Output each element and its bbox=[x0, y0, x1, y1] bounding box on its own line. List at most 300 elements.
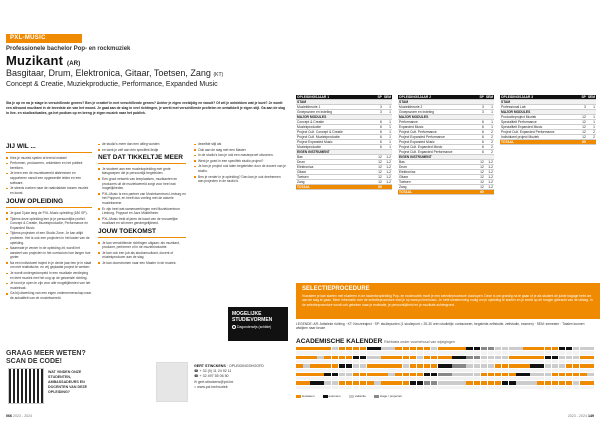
calendar-cell bbox=[381, 364, 388, 367]
list-item: Je toont je open te zijn voor alle mogelijkheden van het muziekvak. bbox=[6, 281, 92, 290]
calendar-cell bbox=[452, 386, 459, 389]
calendar-cell bbox=[317, 381, 324, 384]
calendar-cell bbox=[346, 347, 353, 350]
course-sem: 2 bbox=[485, 150, 494, 155]
calendar-cell bbox=[488, 347, 495, 350]
calendar-cell bbox=[488, 381, 495, 384]
section-name: STAM bbox=[500, 100, 596, 105]
calendar-cell bbox=[452, 377, 459, 380]
calendar-cell bbox=[403, 360, 410, 363]
list-item: Je kan je project ook laten begeleiden door de docent van je studio. bbox=[194, 164, 286, 173]
column-3-list bbox=[194, 142, 286, 184]
legend-label: vakantie bbox=[354, 394, 366, 398]
calendar-cell bbox=[431, 356, 438, 359]
col-header-sp: SP bbox=[476, 95, 485, 100]
list-item: Performen, produceren, ontdekken en het publiek bereiken. bbox=[6, 161, 92, 170]
curriculum-table-year-2 bbox=[398, 95, 494, 195]
section-name: STAM bbox=[296, 100, 392, 105]
calendar-cell bbox=[332, 386, 339, 389]
calendar-cell bbox=[424, 364, 431, 367]
calendar-cell bbox=[367, 360, 374, 363]
calendar-cell bbox=[573, 356, 580, 359]
calendar-cell bbox=[545, 360, 552, 363]
calendar-cell bbox=[566, 377, 573, 380]
calendar-cell bbox=[296, 386, 303, 389]
calendar-cell bbox=[346, 377, 353, 380]
calendar-cell bbox=[296, 369, 303, 372]
calendar-cell bbox=[459, 360, 466, 363]
calendar-cell bbox=[388, 386, 395, 389]
calendar-cell bbox=[431, 369, 438, 372]
calendar-cell bbox=[509, 377, 516, 380]
course-name: Elektronica bbox=[296, 165, 374, 170]
calendar-cell bbox=[403, 347, 410, 350]
calendar-cell bbox=[410, 381, 417, 384]
calendar-cell bbox=[523, 356, 530, 359]
list-item: Na een individueel traject in je derde jaar ben je in staat om met realistische, en vrij geplaatst project te werken. bbox=[6, 261, 92, 270]
calendar-cell bbox=[395, 369, 402, 372]
total-label: TOTAAL bbox=[398, 190, 476, 195]
calendar-cell bbox=[545, 356, 552, 359]
calendar-cell bbox=[537, 369, 544, 372]
calendar-cell bbox=[516, 356, 523, 359]
course-sp: 12 bbox=[374, 170, 383, 175]
calendar-cell bbox=[481, 369, 488, 372]
section-name: MAJOR MODULES bbox=[500, 110, 596, 115]
toekomst-list bbox=[98, 241, 186, 266]
calendar-cell bbox=[459, 356, 466, 359]
course-sem: 1 bbox=[383, 135, 392, 140]
calendar-cell bbox=[388, 373, 395, 376]
calendar-cell bbox=[530, 381, 537, 384]
course-sp: 3 bbox=[476, 110, 485, 115]
calendar-cell bbox=[403, 364, 410, 367]
calendar-cell bbox=[537, 360, 544, 363]
list-item: dezelfde stijl als bbox=[194, 142, 286, 147]
studievormen-box bbox=[228, 307, 288, 341]
calendar-cell bbox=[403, 356, 410, 359]
calendar-cell bbox=[587, 386, 594, 389]
calendar-cell bbox=[488, 356, 495, 359]
qr-caption: WAT VINDEN ONZE STUDENTEN, AMBASSADEURS EN DOCENTEN VAN DEZE OPLEIDING? bbox=[48, 370, 88, 394]
calendar-cell bbox=[417, 347, 424, 350]
calendar-cell bbox=[438, 360, 445, 363]
total-sp: 60 bbox=[578, 140, 587, 145]
calendar-cell bbox=[466, 386, 473, 389]
list-item: Kies je muziek spelen al lerend maken! bbox=[6, 156, 92, 161]
calendar-cell bbox=[353, 364, 360, 367]
instrument-list: Basgitaar, Drum, Elektronica, Gitaar, Toetsen, Zang bbox=[6, 68, 211, 78]
calendar-cell bbox=[317, 356, 324, 359]
calendar-cell bbox=[317, 373, 324, 376]
list-item: Naarmate je verder in de opleiding zit, wordt het aandeel van projecten in het curriculum hoe langer hoe groter. bbox=[6, 246, 92, 260]
course-name: Muziektheorie 2 bbox=[398, 105, 476, 110]
course-sem: 1 bbox=[485, 125, 494, 130]
calendar-cell bbox=[381, 347, 388, 350]
total-sp: 60 bbox=[476, 190, 485, 195]
list-item: PXL-Music is een partner van Muziekcentrum Limburg en het Poppunt, en heeft dus voeling met de actuele muziekscene. bbox=[98, 192, 186, 206]
calendar-cell bbox=[388, 369, 395, 372]
course-sp: 12 bbox=[374, 165, 383, 170]
calendar-cell bbox=[360, 351, 367, 354]
calendar-cell bbox=[488, 364, 495, 367]
calendar-cell bbox=[523, 351, 530, 354]
calendar-cell bbox=[530, 356, 537, 359]
course-sem: 1-2 bbox=[485, 170, 494, 175]
course-sp: 12 bbox=[374, 155, 383, 160]
course-name: Specialiteit Expanded Music bbox=[500, 125, 578, 130]
calendar-cell bbox=[395, 351, 402, 354]
course-sem: 1 bbox=[383, 120, 392, 125]
calendar-cell bbox=[310, 351, 317, 354]
profile-line: Concept & Creatie, Muziekproductie, Performance, Expanded Music bbox=[6, 81, 218, 88]
calendar-cell bbox=[516, 369, 523, 372]
calendar-cell bbox=[502, 377, 509, 380]
contact-role: OPLEIDINGSHOOFD bbox=[228, 364, 264, 368]
calendar-cell bbox=[545, 386, 552, 389]
calendar-cell bbox=[431, 373, 438, 376]
calendar-cell bbox=[417, 356, 424, 359]
course-name: Specialiteit Performance bbox=[500, 120, 578, 125]
legend-label: lesweken bbox=[302, 394, 315, 398]
course-sem: 2 bbox=[485, 130, 494, 135]
calendar-cell bbox=[452, 356, 459, 359]
footer-right bbox=[568, 414, 594, 418]
web-text: www.pxl.be/muziek bbox=[197, 384, 228, 389]
calendar-cell bbox=[346, 360, 353, 363]
calendar-cell bbox=[587, 351, 594, 354]
program-subtitle: Professionele bachelor Pop- en rockmuziek bbox=[6, 46, 131, 52]
calendar-cell bbox=[474, 351, 481, 354]
calendar-cell bbox=[424, 369, 431, 372]
calendar-cell bbox=[388, 377, 395, 380]
calendar-cell bbox=[481, 377, 488, 380]
course-name: Toetsen bbox=[296, 175, 374, 180]
course-sp: 12 bbox=[578, 130, 587, 135]
calendar-cell bbox=[296, 356, 303, 359]
calendar-cell bbox=[502, 369, 509, 372]
calendar-cell bbox=[324, 373, 331, 376]
calendar-cell bbox=[559, 351, 566, 354]
contact-photo bbox=[156, 362, 188, 402]
calendar-cell bbox=[530, 360, 537, 363]
calendar-cell bbox=[523, 386, 530, 389]
year-right: 2023 - 2024 bbox=[567, 414, 587, 418]
calendar-cell bbox=[559, 356, 566, 359]
calendar-cell bbox=[424, 347, 431, 350]
calendar-legend bbox=[296, 394, 596, 398]
calendar-cell bbox=[559, 381, 566, 384]
calendar-cell bbox=[431, 347, 438, 350]
calendar-cell bbox=[310, 360, 317, 363]
calendar-cell bbox=[339, 356, 346, 359]
calendar-cell bbox=[303, 360, 310, 363]
list-item: Je studeert aan een muziekopleiding met grote klasgroepen die je persoonlijk begeleiden. bbox=[98, 167, 186, 176]
calendar-cell bbox=[530, 364, 537, 367]
calendar-cell bbox=[481, 373, 488, 376]
course-sp: 6 bbox=[476, 125, 485, 130]
course-name: Zang bbox=[296, 180, 374, 185]
calendar-cell bbox=[332, 377, 339, 380]
calendar-cell bbox=[445, 364, 452, 367]
calendar-cell bbox=[559, 386, 566, 389]
course-sp: 6 bbox=[374, 130, 383, 135]
course-sp: 6 bbox=[476, 140, 485, 145]
calendar-cell bbox=[481, 360, 488, 363]
calendar-cell bbox=[374, 351, 381, 354]
calendar-cell bbox=[324, 386, 331, 389]
calendar-cell bbox=[566, 373, 573, 376]
calendar-cell bbox=[502, 360, 509, 363]
contact-web[interactable]: ⌂ www.pxl.be/muziek bbox=[194, 384, 228, 389]
calendar-cell bbox=[303, 364, 310, 367]
calendar-cell bbox=[466, 369, 473, 372]
course-name: Project Cult. Concept & Creatie bbox=[296, 130, 374, 135]
contact-mobile[interactable]: ☎ + 32 497 55 06 50 bbox=[194, 374, 229, 379]
kalender-title: ACADEMISCHE KALENDER bbox=[296, 338, 383, 345]
calendar-cell bbox=[317, 347, 324, 350]
calendar-cell bbox=[552, 377, 559, 380]
calendar-cell bbox=[545, 373, 552, 376]
course-sp: 12 bbox=[476, 165, 485, 170]
calendar-cell bbox=[410, 364, 417, 367]
calendar-cell bbox=[516, 351, 523, 354]
course-name: Individueel project Muziek bbox=[500, 135, 578, 140]
calendar-cell bbox=[509, 364, 516, 367]
calendar-cell bbox=[445, 360, 452, 363]
course-sp: 3 bbox=[374, 105, 383, 110]
qr-code[interactable] bbox=[8, 368, 44, 404]
course-sem: 2 bbox=[587, 130, 596, 135]
calendar-cell bbox=[360, 377, 367, 380]
calendar-cell bbox=[573, 373, 580, 376]
calendar-cell bbox=[431, 364, 438, 367]
calendar-cell bbox=[353, 386, 360, 389]
total-sem bbox=[485, 190, 494, 195]
calendar-cell bbox=[466, 360, 473, 363]
course-sp: 12 bbox=[578, 135, 587, 140]
course-name: Project Cult. Expanded Performance bbox=[398, 150, 476, 155]
divider bbox=[6, 152, 92, 153]
calendar-cell bbox=[395, 347, 402, 350]
calendar-cell bbox=[587, 360, 594, 363]
calendar-cell bbox=[466, 381, 473, 384]
calendar-cell bbox=[452, 360, 459, 363]
course-name: Concept & Creatie bbox=[296, 120, 374, 125]
calendar-cell bbox=[346, 356, 353, 359]
calendar-cell bbox=[303, 377, 310, 380]
calendar-cell bbox=[459, 369, 466, 372]
course-name: Groepsvorm en indeling bbox=[296, 110, 374, 115]
calendar-cell bbox=[466, 347, 473, 350]
calendar-cell bbox=[474, 373, 481, 376]
calendar-cell bbox=[580, 369, 587, 372]
calendar-cell bbox=[481, 356, 488, 359]
calendar-cell bbox=[552, 347, 559, 350]
calendar-cell bbox=[495, 356, 502, 359]
calendar-cell bbox=[523, 364, 530, 367]
calendar-cell bbox=[395, 364, 402, 367]
page-number-right: 149 bbox=[588, 414, 594, 418]
calendar-cell bbox=[580, 360, 587, 363]
calendar-cell bbox=[424, 360, 431, 363]
contact-phone[interactable]: ☎ + 32 (0) 11 24 92 11 bbox=[194, 369, 232, 374]
section-name: EIGEN INSTRUMENT bbox=[398, 155, 494, 160]
academic-calendar bbox=[296, 347, 596, 391]
course-sp: 6 bbox=[476, 145, 485, 150]
calendar-cell bbox=[410, 360, 417, 363]
calendar-cell bbox=[388, 364, 395, 367]
table-total-row bbox=[296, 185, 392, 190]
year-left: 2023 - 2024 bbox=[13, 414, 33, 418]
calendar-cell bbox=[509, 356, 516, 359]
calendar-cell bbox=[417, 351, 424, 354]
calendar-cell bbox=[545, 381, 552, 384]
calendar-cell bbox=[388, 356, 395, 359]
course-sem: 1 bbox=[485, 110, 494, 115]
calendar-cell bbox=[516, 386, 523, 389]
calendar-cell bbox=[545, 377, 552, 380]
calendar-cell bbox=[445, 369, 452, 372]
calendar-cell bbox=[296, 381, 303, 384]
course-name: Bas bbox=[398, 160, 476, 165]
calendar-cell bbox=[537, 356, 544, 359]
calendar-legend-item bbox=[296, 394, 315, 398]
calendar-cell bbox=[310, 386, 317, 389]
calendar-cell bbox=[353, 356, 360, 359]
course-name: Elektronica bbox=[398, 170, 476, 175]
calendar-cell bbox=[495, 364, 502, 367]
course-name: Muziektheorie 1 bbox=[296, 105, 374, 110]
calendar-cell bbox=[537, 377, 544, 380]
legend-swatch bbox=[323, 395, 328, 398]
studio-line3 bbox=[232, 324, 284, 330]
calendar-cell bbox=[466, 351, 473, 354]
table-title: OPLEIDINGSJAAR 3 bbox=[500, 95, 578, 100]
calendar-cell bbox=[587, 377, 594, 380]
calendar-cell bbox=[310, 381, 317, 384]
section-name: MAJOR MODULES bbox=[296, 115, 392, 120]
course-name: Project Cult. Expanded Performance bbox=[500, 130, 578, 135]
calendar-cell bbox=[516, 347, 523, 350]
calendar-cell bbox=[296, 377, 303, 380]
calendar-cell bbox=[438, 381, 445, 384]
list-item: de studio's meer dan een uitleg worden bbox=[98, 142, 186, 147]
calendar-cell bbox=[523, 381, 530, 384]
course-sem: 2 bbox=[485, 140, 494, 145]
calendar-cell bbox=[367, 351, 374, 354]
calendar-cell bbox=[587, 373, 594, 376]
calendar-cell bbox=[509, 369, 516, 372]
calendar-cell bbox=[360, 386, 367, 389]
course-sem: 1-2 bbox=[383, 170, 392, 175]
calendar-cell bbox=[367, 356, 374, 359]
calendar-cell bbox=[410, 351, 417, 354]
calendar-cell bbox=[566, 369, 573, 372]
list-item: PXL-Music trekt al jaren de kaart van de vrouwelijke muzikant en wil meer gendergelijkheid. bbox=[98, 217, 186, 226]
calendar-cell bbox=[502, 356, 509, 359]
calendar-cell bbox=[339, 364, 346, 367]
calendar-cell bbox=[395, 356, 402, 359]
calendar-cell bbox=[509, 373, 516, 376]
calendar-cell bbox=[566, 364, 573, 367]
calendar-cell bbox=[495, 351, 502, 354]
calendar-cell bbox=[332, 364, 339, 367]
calendar-cell bbox=[360, 356, 367, 359]
calendar-cell bbox=[324, 369, 331, 372]
contact-email[interactable]: ✉ gert.stinckens@pxl.be bbox=[194, 379, 234, 384]
calendar-cell bbox=[374, 381, 381, 384]
calendar-cell bbox=[537, 347, 544, 350]
calendar-cell bbox=[445, 347, 452, 350]
cta-heading bbox=[6, 350, 86, 366]
course-sem: 1 bbox=[383, 125, 392, 130]
divider bbox=[98, 237, 186, 238]
intro-text: Sta je op en na je stage in verschillende genres? Ben je creatief in met verschillende genres? Achter je eigen veelzijdig en vanuit? Of wil je ontdekken wat je kunt? Je wordt een allround muzikant in de breedste zin van het woord. Je gaat aan de slag in veel richtingen, je werkt met verschillende profielen en ontwikkelt je eigen stijl. Ga aan de slag in live- en studiosituaties, ga het podium op en breng je eigen muziek naar het publiek. bbox=[6, 101, 286, 115]
total-label: TOTAAL bbox=[296, 185, 374, 190]
calendar-cell bbox=[360, 360, 367, 363]
calendar-cell bbox=[324, 356, 331, 359]
calendar-cell bbox=[530, 369, 537, 372]
course-sem: 1-2 bbox=[383, 175, 392, 180]
course-sp: 3 bbox=[578, 105, 587, 110]
curriculum-table-year-1 bbox=[296, 95, 392, 190]
calendar-cell bbox=[417, 369, 424, 372]
calendar-cell bbox=[346, 373, 353, 376]
course-sp: 6 bbox=[374, 120, 383, 125]
calendar-cell bbox=[516, 360, 523, 363]
calendar-cell bbox=[339, 373, 346, 376]
calendar-cell bbox=[403, 351, 410, 354]
calendar-cell bbox=[537, 381, 544, 384]
calendar-cell bbox=[523, 347, 530, 350]
calendar-cell bbox=[332, 373, 339, 376]
course-name: Project Cult. Muziekproductie bbox=[296, 135, 374, 140]
course-sem: 1 bbox=[383, 140, 392, 145]
calendar-cell bbox=[303, 369, 310, 372]
calendar-cell bbox=[360, 364, 367, 367]
calendar-cell bbox=[573, 377, 580, 380]
calendar-cell bbox=[438, 377, 445, 380]
calendar-cell bbox=[431, 351, 438, 354]
calendar-cell bbox=[580, 377, 587, 380]
opleiding-list bbox=[6, 211, 92, 301]
calendar-cell bbox=[410, 386, 417, 389]
email-text: gert.stinckens@pxl.be bbox=[198, 379, 234, 384]
calendar-cell bbox=[488, 360, 495, 363]
calendar-cell bbox=[424, 386, 431, 389]
calendar-cell bbox=[431, 386, 438, 389]
list-item: en werk je zelf aan één specifiek liedje bbox=[98, 148, 186, 153]
calendar-cell bbox=[303, 347, 310, 350]
calendar-cell bbox=[381, 356, 388, 359]
course-sem: 2 bbox=[587, 135, 596, 140]
list-item: Werk je goed in een specifiek studio project? bbox=[194, 159, 286, 164]
calendar-cell bbox=[559, 373, 566, 376]
calendar-cell bbox=[445, 386, 452, 389]
calendar-cell bbox=[403, 377, 410, 380]
calendar-cell bbox=[530, 347, 537, 350]
calendar-cell bbox=[502, 347, 509, 350]
table-total-row bbox=[398, 190, 494, 195]
calendar-cell bbox=[303, 386, 310, 389]
calendar-cell bbox=[310, 369, 317, 372]
phone-text: + 32 (0) 11 24 92 11 bbox=[199, 369, 232, 374]
col-header-sem: SEM bbox=[485, 95, 493, 99]
calendar-cell bbox=[488, 377, 495, 380]
legend-swatch bbox=[296, 395, 301, 398]
title-suffix: (AR) bbox=[67, 61, 81, 67]
